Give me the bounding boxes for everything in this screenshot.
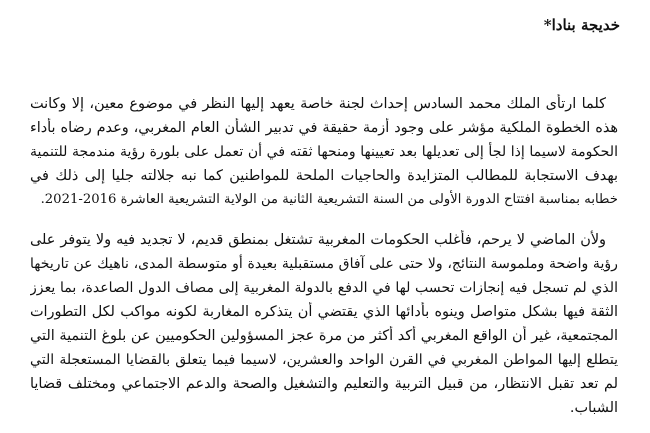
paragraph-line: بهدف الاستجابة للمطالب المتزايدة والحاجيات الملحة للمواطنين كما نبه جلالته جليا إلى ذلك في [30, 168, 618, 184]
paragraph-line: لم تعد تقبل الانتظار، من قبيل التربية والتعليم والتشغيل والصحة والدعم الاجتماعي ومختلف قضايا [30, 376, 618, 392]
paragraph-line: المجتمعية، غير أن الواقع المغربي أكد أكثر من مرة عجز المسؤولين الحكوميين عن بلوغ التنمية التي [30, 328, 618, 344]
paragraph-line: رؤية واضحة وملموسة النتائج، ولا حتى على آفاق مستقبلية بعيدة أو متوسطة المدى، ناهيك عن تاريخها [30, 256, 618, 272]
paragraph-line: هذه الخطوة الملكية مؤشر على وجود أزمة حقيقة في تدبير الشأن العام المغربي، وعدم رضاه بأداء [30, 120, 618, 136]
paragraph-line: الذي لم تسجل فيه إنجازات تحسب لها في الدفع بالدولة المغربية إلى مصاف الدول الصاعدة، بما يعزز [30, 280, 618, 296]
paragraph-line: الثقة فيها بشكل متواصل وينوه بأدائها الذي يقتضي أن يتذكره المغاربة لكونه مواكب لكل التطورات [30, 304, 618, 320]
paragraph-line: الشباب. [569, 400, 618, 416]
paragraph-line: الحكومة لاسيما إذا لجأ إلى تعديلها بعد تعيينها ومنحها ثقته في أن تعمل على بلورة رؤية مندمجة للتنمية [30, 144, 618, 160]
paragraph-line: كلما ارتأى الملك محمد السادس إحداث لجنة خاصة يعهد إليها النظر في موضوع معين، إلا وكانت [30, 96, 606, 112]
paragraph-line: ولأن الماضي لا يرحم، فأغلب الحكومات المغربية تشتغل بمنطق قديم، لا تجديد فيه ولا يتوفر على [30, 232, 606, 248]
author-name: خديجة بنادا* [543, 16, 620, 34]
paragraph-line: خطابه بمناسبة افتتاح الدورة الأولى من السنة التشريعية الثانية من الولاية التشريعية العاشرة 2016-2021. [40, 192, 618, 207]
paragraph-line: يتطلع إليها المواطن المغربي في القرن الواحد والعشرين، لاسيما فيما يتعلق بالقضايا المستعجلة التي [30, 352, 618, 368]
